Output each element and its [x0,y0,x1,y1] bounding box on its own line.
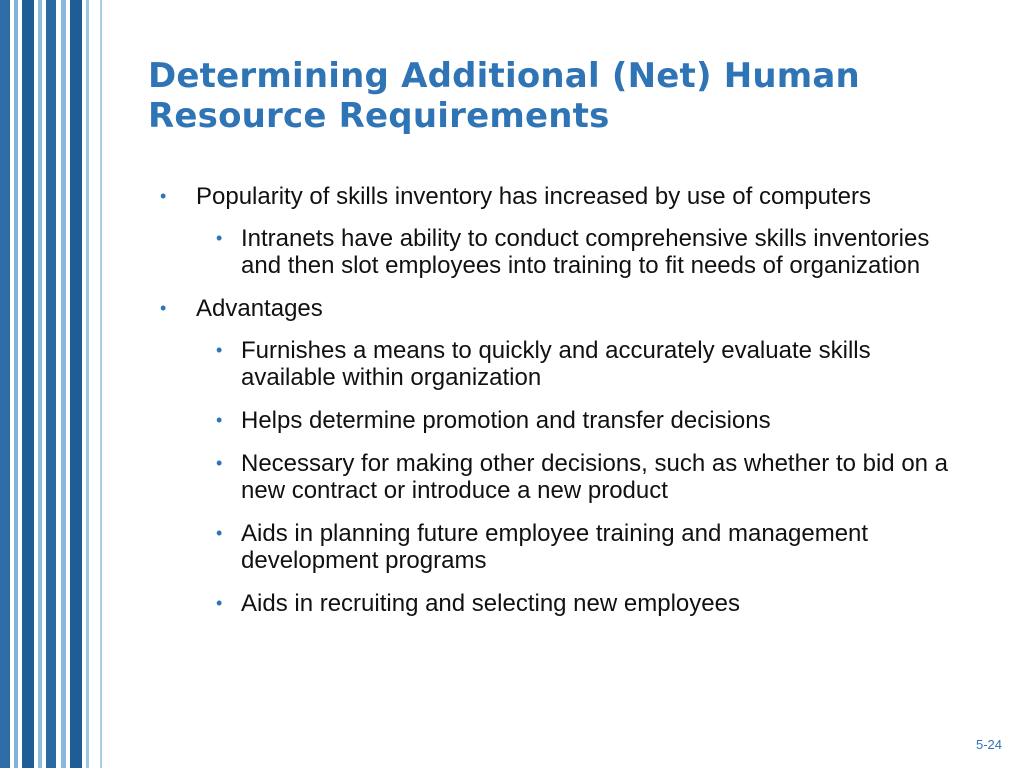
bullet-item [160,295,960,617]
bullet-dot-icon: • [216,593,223,613]
bullet-list [160,183,960,617]
decorative-stripe [22,0,34,768]
bullet-dot-icon: • [216,453,223,473]
decorative-stripe [0,0,10,768]
decorative-stripe [46,0,56,768]
bullet-dot-icon: • [216,523,223,543]
sub-bullet-item [196,450,960,504]
sub-bullet-text: Furnishes a means to quickly and accurately evaluate skills available within organization [241,337,871,391]
sub-bullet-text: Aids in recruiting and selecting new employees [241,590,740,617]
sub-bullet-text: Necessary for making other decisions, such as whether to bid on a new contract or introduce a new product [241,450,949,504]
sub-bullet-list [196,225,960,279]
decorative-stripe [100,0,102,768]
bullet-dot-icon: • [216,410,223,430]
sub-bullet-text: Helps determine promotion and transfer decisions [241,407,771,434]
sub-bullet-text: Aids in planning future employee training and management development programs [241,520,869,574]
bullet-dot-icon: • [160,298,167,318]
decorative-stripe [70,0,82,768]
bullet-item [160,183,960,279]
bullet-text: Advantages [196,295,323,322]
bullet-dot-icon: • [160,186,167,206]
bullet-dot-icon: • [216,228,223,248]
slide-content [160,183,960,633]
page-number: 5-24 [975,737,1002,752]
decorative-stripe [38,0,42,768]
sub-bullet-item [196,590,960,617]
sub-bullet-item [196,520,960,574]
decorative-stripe [86,0,89,768]
sub-bullet-item [196,225,960,279]
decorative-stripe [14,0,18,768]
slide-title: Determining Additional (Net) Human Resource Requirements [148,56,860,136]
sub-bullet-text: Intranets have ability to conduct comprehensive skills inventories and then slot employees into training to fit needs of organization [241,225,930,279]
bullet-dot-icon: • [216,340,223,360]
decorative-stripe [61,0,66,768]
sub-bullet-item [196,407,960,434]
bullet-text: Popularity of skills inventory has increased by use of computers [196,183,871,210]
sub-bullet-item [196,337,960,391]
sub-bullet-list [196,337,960,617]
